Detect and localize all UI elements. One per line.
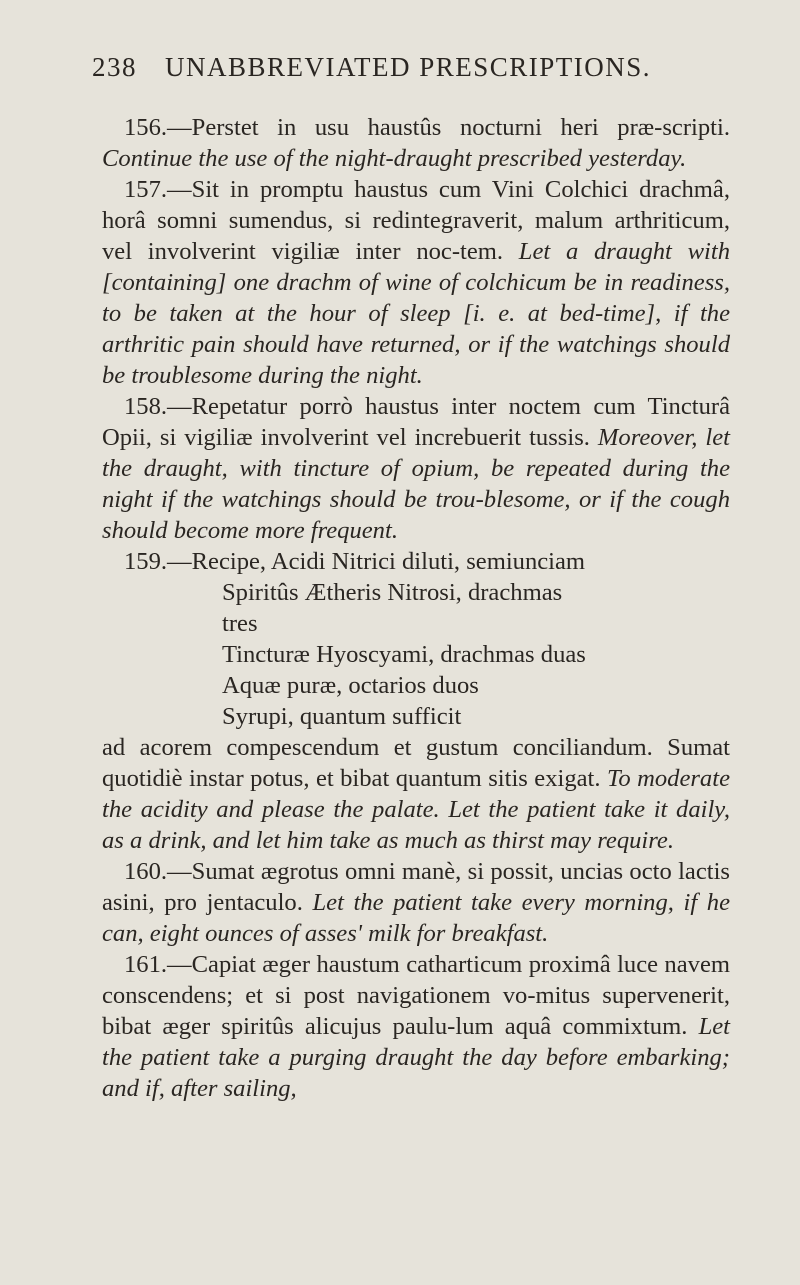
running-title: UNABBREVIATED PRESCRIPTIONS. <box>165 52 652 82</box>
entry-number: 156. <box>124 114 168 141</box>
entry-number: 160. <box>124 858 168 885</box>
entry-160 <box>102 856 730 949</box>
recipe-directions <box>102 732 730 856</box>
recipe-line: Tincturæ Hyoscyami, drachmas duas <box>222 641 586 668</box>
entry-latin: —Capiat æger haustum catharticum proximâ luce navem conscendens; et si post navigationem vo-mitus supervenerit, bibat æger spiritûs alicujus paulu-lum aquâ commixtum. <box>102 951 730 1040</box>
entry-158 <box>102 391 730 546</box>
recipe-first-line: —Recipe, Acidi Nitrici diluti, semiunciam <box>167 548 586 575</box>
entry-number: 158. <box>124 393 168 420</box>
entry-latin: —Sit in promptu haustus cum Vini Colchici drachmâ, horâ somni sumendus, si redintegraverit, malum arthriticum, vel involverint vigiliæ inter noc-tem. <box>102 176 730 265</box>
entry-number: 159. <box>124 548 168 575</box>
entry-english: Continue the use of the night-draught prescribed yesterday. <box>102 145 687 172</box>
entry-latin: —Sumat ægrotus omni manè, si possit, uncias octo lactis asini, pro jentaculo. <box>102 858 730 916</box>
recipe-ingredients <box>222 577 730 732</box>
page-body <box>102 112 730 1104</box>
entry-number: 157. <box>124 176 168 203</box>
entry-latin: —Perstet in usu haustûs nocturni heri præ-scripti. <box>167 114 730 141</box>
entry-english: To moderate the acidity and please the palate. Let the patient take it daily, as a drink, and let him take as much as thirst may require. <box>102 765 730 854</box>
entry-156 <box>102 112 730 174</box>
entry-157 <box>102 174 730 391</box>
entry-english: Let the patient take a purging draught the day before embarking; and if, after sailing, <box>102 1013 730 1102</box>
entry-english: Moreover, let the draught, with tincture of opium, be repeated during the night if the watchings should be trou-blesome, or if the cough should become more frequent. <box>102 424 730 544</box>
entry-161 <box>102 949 730 1104</box>
entry-number: 161. <box>124 951 168 978</box>
running-header <box>92 52 732 88</box>
recipe-line: Spiritûs Ætheris Nitrosi, drachmas <box>222 579 563 606</box>
entry-latin: —Repetatur porrò haustus inter noctem cum Tincturâ Opii, si vigiliæ involverint vel increbuerit tussis. <box>102 393 730 451</box>
entry-english: Let the patient take every morning, if he can, eight ounces of asses' milk for breakfast. <box>102 889 730 947</box>
recipe-line: Aquæ puræ, octarios duos <box>222 672 479 699</box>
entry-latin: ad acorem compescendum et gustum conciliandum. Sumat quotidiè instar potus, et bibat quantum sitis exigat. <box>102 734 730 792</box>
recipe-line: tres <box>222 610 258 637</box>
entry-159 <box>102 546 730 856</box>
page-number: 238 <box>92 52 137 82</box>
entry-english: Let a draught with [containing] one drachm of wine of colchicum be in readiness, to be taken at the hour of sleep [i. e. at bed-time], if the arthritic pain should have returned, or if the watchings should be troublesome during the night. <box>102 238 730 389</box>
recipe-intro <box>102 546 730 577</box>
recipe-line: Syrupi, quantum sufficit <box>222 703 462 730</box>
